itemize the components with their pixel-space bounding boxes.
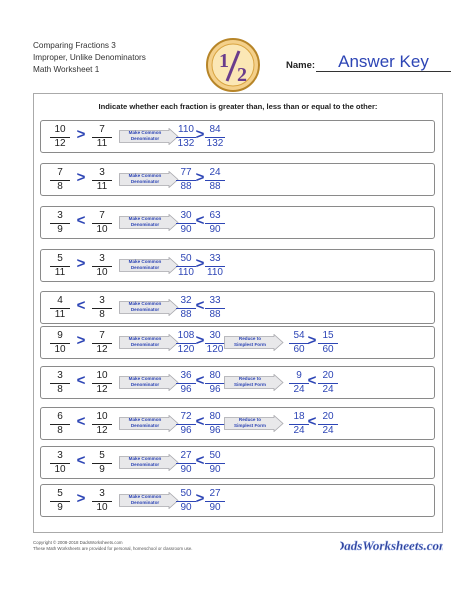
make-common-denominator-arrow-label [119, 173, 171, 185]
reduced-fraction-right [315, 328, 341, 356]
comparison-sign: > [76, 126, 86, 143]
fraction-left [47, 122, 73, 150]
common-fraction-right-numerator: 33 [209, 295, 221, 306]
fraction-right-numerator: 7 [99, 124, 105, 135]
fraction-right-denominator: 9 [99, 464, 105, 475]
arrow-label-line-2: Denominator [130, 222, 160, 227]
fraction-left-denominator: 9 [57, 224, 63, 235]
common-fraction-right-denominator: 90 [209, 502, 221, 513]
title-line-3: Math Worksheet 1 [33, 65, 100, 74]
fraction-right-denominator: 10 [96, 267, 108, 278]
arrow-label-line-2: Denominator [130, 265, 160, 270]
common-comparison-sign: > [195, 169, 205, 186]
common-fraction-left-numerator: 36 [180, 370, 192, 381]
common-fraction-left-denominator: 120 [177, 344, 195, 355]
common-fraction-left-numerator: 50 [180, 253, 192, 264]
arrow-label-line-1: Make Common [128, 173, 162, 178]
fraction-left-denominator: 11 [54, 309, 66, 320]
make-common-denominator-arrow-label [119, 336, 171, 348]
comparison-sign: > [76, 332, 86, 349]
fraction-right-denominator: 11 [96, 181, 108, 192]
comparison-sign: < [76, 212, 86, 229]
arrow-label-line-1: Make Common [128, 456, 162, 461]
fraction-right-numerator: 3 [99, 167, 105, 178]
comparison-sign: < [76, 413, 86, 430]
common-fraction-left-denominator: 96 [180, 425, 192, 436]
fraction-left-denominator: 12 [54, 138, 66, 149]
make-common-denominator-arrow [119, 128, 179, 145]
fraction-left [47, 448, 73, 476]
fraction-left [47, 368, 73, 396]
common-comparison-sign: < [195, 413, 205, 430]
arrow-label-line-2: Simplest Form [234, 382, 266, 387]
arrow-label-line-1: Make Common [128, 216, 162, 221]
fraction-right [89, 368, 115, 396]
fraction-left-denominator: 9 [57, 502, 63, 513]
common-comparison-sign: > [195, 332, 205, 349]
arrow-label-line-2: Denominator [130, 423, 160, 428]
common-fraction-left-denominator: 88 [180, 181, 192, 192]
fraction-right-denominator: 10 [96, 224, 108, 235]
fraction-right-numerator: 3 [99, 488, 105, 499]
reduced-fraction-left-denominator: 60 [293, 344, 305, 355]
fraction-right [89, 448, 115, 476]
comparison-sign: < [76, 452, 86, 469]
instructions: Indicate whether each fraction is greater than, less than or equal to the other: [98, 102, 378, 111]
problem-row [40, 446, 435, 479]
brand-logo [340, 536, 443, 554]
fraction-left [47, 328, 73, 356]
make-common-denominator-arrow-label [119, 130, 171, 142]
reduce-simplest-form-arrow-label [224, 417, 276, 429]
arrow-label-line-1: Make Common [128, 417, 162, 422]
fraction-left [47, 251, 73, 279]
fraction-right-denominator: 8 [99, 309, 105, 320]
make-common-denominator-arrow [119, 454, 179, 471]
make-common-denominator-arrow [119, 299, 179, 316]
fraction-left-numerator: 3 [57, 450, 63, 461]
common-fraction-right-denominator: 88 [209, 181, 221, 192]
fraction-left-denominator: 10 [54, 464, 66, 475]
title-line-2: Improper, Unlike Denominators [33, 53, 146, 62]
common-fraction-left-denominator: 132 [177, 138, 195, 149]
reduced-comparison-sign: < [307, 413, 317, 430]
make-common-denominator-arrow [119, 374, 179, 391]
common-fraction-right-numerator: 27 [209, 488, 221, 499]
fraction-right [89, 251, 115, 279]
reduce-simplest-form-arrow [224, 334, 284, 351]
name-field [286, 52, 451, 74]
reduced-fraction-right-denominator: 24 [322, 425, 334, 436]
common-fraction-right [202, 448, 228, 476]
fraction-right-numerator: 7 [99, 210, 105, 221]
arrow-label-line-1: Make Common [128, 130, 162, 135]
fraction-right [89, 328, 115, 356]
problem-row [40, 120, 435, 153]
make-common-denominator-arrow [119, 415, 179, 432]
reduced-fraction-left-numerator: 9 [296, 370, 302, 381]
common-fraction-left-numerator: 110 [178, 124, 194, 135]
reduce-simplest-form-arrow [224, 415, 284, 432]
brand-text: DadsWorksheets.com [340, 538, 443, 553]
make-common-denominator-arrow [119, 492, 179, 509]
common-comparison-sign: > [195, 126, 205, 143]
fraction-left [47, 165, 73, 193]
reduce-simplest-form-arrow-label [224, 376, 276, 388]
fraction-right-numerator: 7 [99, 330, 105, 341]
problem-row [40, 291, 435, 324]
fraction-right-numerator: 10 [96, 370, 108, 381]
fraction-left-numerator: 5 [57, 488, 63, 499]
common-fraction-left-denominator: 90 [180, 224, 192, 235]
reduced-fraction-right-numerator: 20 [322, 411, 334, 422]
problem-row [40, 163, 435, 196]
title-line-1: Comparing Fractions 3 [33, 41, 116, 50]
arrow-label-line-1: Reduce to [238, 336, 262, 341]
fraction-right-denominator: 10 [96, 502, 108, 513]
fraction-right [89, 293, 115, 321]
comparison-sign: < [76, 297, 86, 314]
reduced-fraction-right-denominator: 60 [322, 344, 334, 355]
reduced-fraction-right [315, 409, 341, 437]
fraction-left-denominator: 11 [54, 267, 66, 278]
fraction-right [89, 122, 115, 150]
fraction-left-numerator: 4 [57, 295, 63, 306]
fraction-right-numerator: 10 [96, 411, 108, 422]
common-fraction-right-denominator: 132 [206, 138, 224, 149]
common-fraction-left-numerator: 30 [180, 210, 192, 221]
fraction-right-denominator: 12 [96, 344, 108, 355]
fraction-left [47, 293, 73, 321]
logo-denominator: 2 [237, 64, 247, 86]
common-comparison-sign: < [195, 452, 205, 469]
common-comparison-sign: > [195, 255, 205, 272]
reduce-simplest-form-arrow-label [224, 336, 276, 348]
comparison-sign: > [76, 255, 86, 272]
arrow-label-line-2: Denominator [130, 500, 160, 505]
common-comparison-sign: > [195, 490, 205, 507]
make-common-denominator-arrow [119, 214, 179, 231]
fraction-left-numerator: 6 [57, 411, 63, 422]
arrow-label-line-2: Denominator [130, 342, 160, 347]
reduced-fraction-right [315, 368, 341, 396]
problem-row [40, 484, 435, 517]
arrow-label-line-2: Denominator [130, 136, 160, 141]
common-fraction-right-numerator: 33 [209, 253, 221, 264]
comparison-sign: > [76, 169, 86, 186]
common-fraction-right [202, 293, 228, 321]
one-half-logo [205, 37, 261, 93]
common-fraction-right-denominator: 88 [209, 309, 221, 320]
reduced-fraction-right-numerator: 15 [322, 330, 334, 341]
make-common-denominator-arrow-label [119, 494, 171, 506]
fraction-right [89, 409, 115, 437]
common-fraction-left-numerator: 108 [177, 330, 195, 341]
arrow-label-line-1: Make Common [128, 376, 162, 381]
name-label: Name: [286, 60, 316, 71]
make-common-denominator-arrow [119, 257, 179, 274]
arrow-label-line-1: Make Common [128, 336, 162, 341]
common-fraction-right-numerator: 80 [209, 411, 221, 422]
common-fraction-right-denominator: 90 [209, 464, 221, 475]
fraction-left-numerator: 3 [57, 370, 63, 381]
arrow-label-line-2: Denominator [130, 307, 160, 312]
common-fraction-right-denominator: 96 [209, 384, 221, 395]
fraction-left-denominator: 8 [57, 181, 63, 192]
footer [33, 540, 193, 552]
fraction-right [89, 486, 115, 514]
fraction-left-denominator: 8 [57, 384, 63, 395]
logo-numerator: 1 [219, 50, 229, 72]
fraction-left [47, 409, 73, 437]
fraction-left [47, 486, 73, 514]
make-common-denominator-arrow-label [119, 456, 171, 468]
fraction-right-numerator: 3 [99, 295, 105, 306]
common-fraction-right [202, 122, 228, 150]
fraction-left-numerator: 9 [57, 330, 63, 341]
worksheet-title [33, 40, 146, 76]
make-common-denominator-arrow-label [119, 417, 171, 429]
make-common-denominator-arrow-label [119, 301, 171, 313]
arrow-label-line-1: Make Common [128, 494, 162, 499]
reduced-fraction-right-numerator: 20 [322, 370, 334, 381]
common-fraction-right [202, 251, 228, 279]
fraction-left [47, 208, 73, 236]
problem-row [40, 366, 435, 399]
make-common-denominator-arrow [119, 171, 179, 188]
make-common-denominator-arrow-label [119, 376, 171, 388]
comparison-sign: < [76, 372, 86, 389]
fraction-right [89, 208, 115, 236]
fraction-left-numerator: 7 [57, 167, 63, 178]
common-fraction-left-numerator: 77 [180, 167, 192, 178]
problem-row [40, 407, 435, 440]
common-fraction-left-numerator: 27 [180, 450, 192, 461]
comparison-sign: > [76, 490, 86, 507]
reduced-fraction-left-denominator: 24 [293, 384, 305, 395]
common-fraction-left-denominator: 110 [178, 267, 194, 278]
common-fraction-right-numerator: 50 [209, 450, 221, 461]
common-fraction-right-numerator: 63 [209, 210, 221, 221]
copyright: Copyright © 2008-2018 DadsWorksheets.com [33, 540, 123, 545]
arrow-label-line-2: Denominator [130, 462, 160, 467]
common-fraction-left-numerator: 50 [180, 488, 192, 499]
arrow-label-line-2: Denominator [130, 382, 160, 387]
reduced-fraction-left-numerator: 18 [293, 411, 305, 422]
common-comparison-sign: < [195, 372, 205, 389]
common-fraction-left-denominator: 90 [180, 464, 192, 475]
reduced-comparison-sign: > [307, 332, 317, 349]
reduced-fraction-right-denominator: 24 [322, 384, 334, 395]
problem-row [40, 206, 435, 239]
common-fraction-right-numerator: 24 [209, 167, 221, 178]
reduced-fraction-left-numerator: 54 [293, 330, 305, 341]
fraction-left-numerator: 10 [54, 124, 66, 135]
reduce-simplest-form-arrow [224, 374, 284, 391]
fraction-right [89, 165, 115, 193]
common-fraction-right-numerator: 80 [209, 370, 221, 381]
fraction-left-denominator: 10 [54, 344, 66, 355]
arrow-label-line-2: Simplest Form [234, 423, 266, 428]
common-fraction-right-denominator: 96 [209, 425, 221, 436]
answer-key-text: Answer Key [338, 52, 429, 71]
fraction-right-numerator: 3 [99, 253, 105, 264]
common-fraction-right [202, 165, 228, 193]
arrow-label-line-2: Denominator [130, 179, 160, 184]
fraction-left-numerator: 3 [57, 210, 63, 221]
reduced-comparison-sign: < [307, 372, 317, 389]
common-fraction-left-denominator: 96 [180, 384, 192, 395]
fraction-left-numerator: 5 [57, 253, 63, 264]
arrow-label-line-2: Simplest Form [234, 342, 266, 347]
common-fraction-right-numerator: 84 [209, 124, 221, 135]
arrow-label-line-1: Reduce to [238, 417, 262, 422]
common-fraction-right-denominator: 110 [207, 267, 223, 278]
common-fraction-right [202, 208, 228, 236]
common-fraction-left-numerator: 32 [180, 295, 192, 306]
common-fraction-left-denominator: 90 [180, 502, 192, 513]
common-comparison-sign: < [195, 297, 205, 314]
common-fraction-left-denominator: 88 [180, 309, 192, 320]
arrow-label-line-1: Reduce to [238, 376, 262, 381]
common-fraction-right-denominator: 90 [209, 224, 221, 235]
problem-row [40, 249, 435, 282]
fraction-left-denominator: 8 [57, 425, 63, 436]
arrow-label-line-1: Make Common [128, 301, 162, 306]
arrow-label-line-1: Make Common [128, 259, 162, 264]
make-common-denominator-arrow-label [119, 216, 171, 228]
fraction-right-denominator: 12 [96, 425, 108, 436]
common-fraction-right-denominator: 120 [206, 344, 224, 355]
fraction-right-denominator: 11 [96, 138, 108, 149]
common-fraction-right [202, 486, 228, 514]
reduced-fraction-left-denominator: 24 [293, 425, 305, 436]
common-comparison-sign: < [195, 212, 205, 229]
problem-row [40, 326, 435, 359]
make-common-denominator-arrow [119, 334, 179, 351]
fraction-right-numerator: 5 [99, 450, 105, 461]
usage-note: These Math Worksheets are provided for personal, homeschool or classroom use. [33, 546, 193, 551]
fraction-right-denominator: 12 [96, 384, 108, 395]
common-fraction-right-numerator: 30 [209, 330, 221, 341]
make-common-denominator-arrow-label [119, 259, 171, 271]
common-fraction-left-numerator: 72 [180, 411, 192, 422]
